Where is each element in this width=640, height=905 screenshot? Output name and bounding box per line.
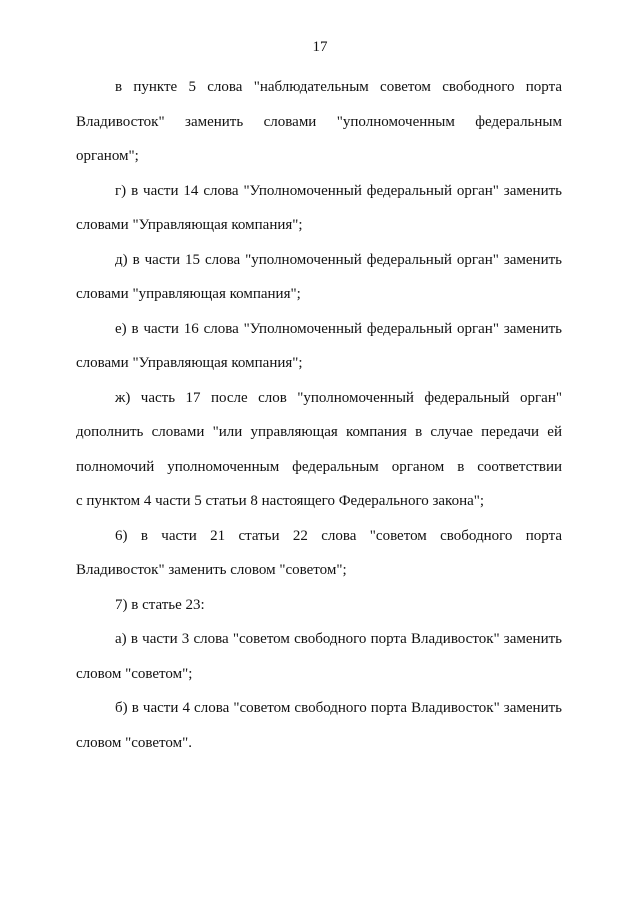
paragraph-line: Владивосток" заменить словом "советом"; (76, 562, 347, 578)
paragraph-line: а) в части 3 слова "советом свободного порта Владивосток" заменить (115, 631, 562, 647)
paragraph (76, 519, 562, 588)
paragraph-line: словами "Управляющая компания"; (76, 217, 303, 233)
paragraph-line: ж) часть 17 после слов "уполномоченный федеральный орган" (115, 389, 562, 406)
paragraph-line: словом "советом". (76, 734, 192, 751)
document-body (76, 70, 562, 760)
paragraph-line: органом"; (76, 148, 139, 164)
paragraph (76, 243, 562, 312)
paragraph-line: 6) в части 21 статьи 22 слова "советом свободного порта (115, 527, 562, 544)
paragraph-line: дополнить словами "или управляющая компания в случае передачи ей (76, 424, 562, 440)
paragraph-line: полномочий уполномоченным федеральным органом в соответствии (76, 458, 562, 475)
paragraph (76, 312, 562, 381)
paragraph-line: д) в части 15 слова "уполномоченный федеральный орган" заменить (115, 251, 562, 268)
paragraph-line: Владивосток" заменить словами "уполномоченным федеральным (76, 113, 562, 130)
paragraph-line: б) в части 4 слова "советом свободного порта Владивосток" заменить (115, 700, 562, 716)
paragraph-line: словами "Управляющая компания"; (76, 355, 303, 371)
paragraph-line: е) в части 16 слова "Уполномоченный федеральный орган" заменить (115, 320, 562, 337)
paragraph (76, 622, 562, 691)
paragraph (76, 691, 562, 760)
paragraph (76, 588, 562, 623)
paragraph-line: в пункте 5 слова "наблюдательным советом свободного порта (115, 79, 562, 95)
paragraph-line: словом "советом"; (76, 665, 193, 682)
paragraph (76, 381, 562, 519)
paragraph-line: словами "управляющая компания"; (76, 286, 301, 302)
paragraph-line: с пунктом 4 части 5 статьи 8 настоящего Федерального закона"; (76, 493, 485, 509)
paragraph-line: 7) в статье 23: (115, 596, 205, 613)
paragraph (76, 70, 562, 174)
paragraph (76, 174, 562, 243)
paragraph-line: г) в части 14 слова "Уполномоченный федеральный орган" заменить (115, 182, 562, 199)
page-number: 17 (312, 39, 328, 55)
